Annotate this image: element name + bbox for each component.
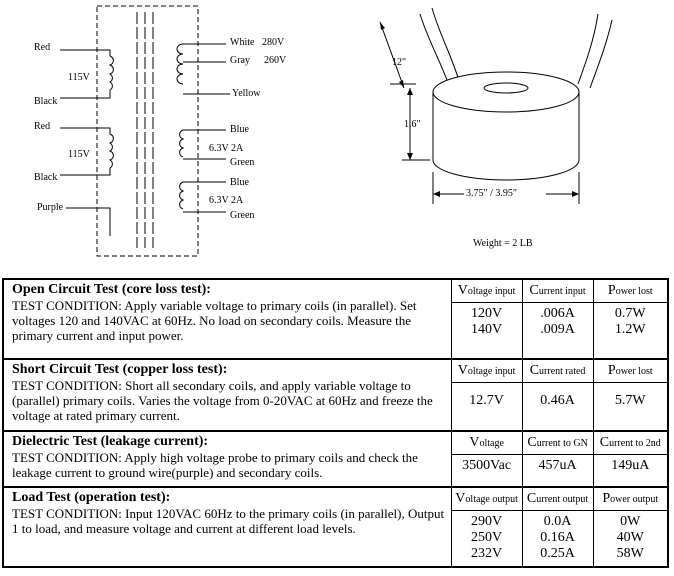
test-title: Dielectric Test (leakage current):	[12, 434, 209, 449]
column-cell	[451, 359, 522, 431]
test-results-table	[2, 278, 669, 568]
lead-white-voltage: 280V	[262, 37, 285, 48]
header-rest: oltage input	[467, 286, 516, 297]
value: 0.46A	[540, 393, 575, 408]
value: .006A	[540, 306, 575, 321]
value: 457uA	[538, 458, 577, 473]
lead-gray: Gray	[230, 55, 250, 66]
primary2-voltage: 115V	[68, 149, 90, 160]
lead-white: White	[230, 37, 255, 48]
weight-label: Weight = 2 LB	[473, 238, 533, 249]
value: 3500Vac	[462, 458, 512, 473]
column-cell	[451, 487, 522, 567]
value: 1.2W	[614, 322, 646, 337]
test-row-dielectric	[3, 431, 668, 487]
test-row-load	[3, 487, 668, 567]
test-title: Short Circuit Test (copper loss test):	[12, 362, 228, 377]
column-cell	[522, 431, 593, 487]
test-condition: TEST CONDITION: Input 120VAC 60Hz to the primary coils (in parallel), Output 1 to load, and measure voltage and current at different load levels.	[12, 506, 445, 536]
lead-green-2: Green	[230, 210, 255, 221]
secondary2-rating: 6.3V 2A	[209, 143, 244, 154]
header-cap: P	[607, 283, 616, 298]
column-cell	[522, 487, 593, 567]
test-description	[3, 431, 451, 487]
test-title: Load Test (operation test):	[12, 490, 171, 505]
lead-black-1: Black	[34, 96, 58, 107]
column-cell	[451, 279, 522, 359]
value: 0.0A	[543, 514, 572, 529]
header-rest: oltage	[479, 438, 504, 449]
value: 0.16A	[540, 530, 575, 545]
header-cap: C	[529, 283, 539, 298]
header-rest: oltage output	[465, 494, 518, 505]
value: 40W	[616, 530, 644, 545]
lead-red-2: Red	[34, 121, 51, 132]
value: 120V	[471, 306, 503, 321]
lead-red-1: Red	[34, 42, 51, 53]
column-cell	[593, 359, 668, 431]
value: 290V	[471, 514, 503, 529]
test-description	[3, 359, 451, 431]
lead-blue-2: Blue	[230, 177, 249, 188]
column-cell	[522, 279, 593, 359]
header-rest: urrent output	[536, 494, 589, 505]
header-cap: C	[529, 363, 540, 378]
lead-blue-1: Blue	[230, 124, 249, 135]
height-label: 1.6"	[404, 119, 421, 130]
test-condition: TEST CONDITION: Apply high voltage probe to primary coils and check the leakage current to ground wire(purple) and secondary coils.	[12, 450, 418, 480]
value: 0W	[620, 514, 641, 529]
header-rest: ower lost	[615, 286, 653, 297]
header-rest: urrent rated	[539, 366, 586, 377]
value: .009A	[540, 322, 575, 337]
lead-yellow: Yellow	[232, 88, 261, 99]
header-cap: C	[599, 435, 610, 450]
header-cap: V	[469, 435, 480, 450]
header-rest: urrent to GN	[536, 438, 588, 449]
column-cell	[522, 359, 593, 431]
column-cell	[593, 279, 668, 359]
header-cap: C	[526, 491, 537, 506]
primary1-voltage: 115V	[68, 72, 90, 83]
header-cap: V	[455, 491, 466, 506]
value: 232V	[471, 546, 503, 561]
test-row-short-circuit	[3, 359, 668, 431]
diameter-label: 3.75" / 3.95"	[466, 188, 517, 199]
header-cap: P	[607, 363, 616, 378]
value: 5.7W	[614, 393, 646, 408]
lead-green-1: Green	[230, 157, 255, 168]
header-cap: V	[457, 363, 468, 378]
header-rest: urrent input	[538, 286, 586, 297]
lead-black-2: Black	[34, 172, 58, 183]
test-description	[3, 279, 451, 359]
column-cell	[593, 487, 668, 567]
secondary3-rating: 6.3V 2A	[209, 195, 244, 206]
value: 12.7V	[469, 393, 504, 408]
test-condition: TEST CONDITION: Apply variable voltage to primary coils (in parallel). Set voltages 120 and 140VAC at 60Hz. No load on secondary coils. Measure the primary current and input power.	[12, 298, 417, 343]
value: 0.7W	[614, 306, 646, 321]
test-description	[3, 487, 451, 567]
lead-purple: Purple	[37, 202, 64, 213]
test-condition: TEST CONDITION: Short all secondary coils, and apply variable voltage to (parallel) primary coils. Varies the voltage from 0-20VAC at 60Hz and freeze the voltage at rated primary current.	[12, 378, 433, 423]
value: 58W	[616, 546, 644, 561]
header-cap: P	[602, 491, 611, 506]
value: 250V	[471, 530, 503, 545]
header-rest: oltage input	[467, 366, 516, 377]
header-cap: C	[527, 435, 537, 450]
header-rest: ower output	[610, 494, 659, 505]
value: 149uA	[611, 458, 650, 473]
header-rest: urrent to 2nd	[609, 438, 661, 449]
test-row-open-circuit	[3, 279, 668, 359]
value: 140V	[471, 322, 503, 337]
column-cell	[593, 431, 668, 487]
lead-length-label: 12"	[392, 57, 407, 68]
test-title: Open Circuit Test (core loss test):	[12, 282, 211, 297]
lead-gray-voltage: 260V	[264, 55, 287, 66]
column-cell	[451, 431, 522, 487]
header-rest: ower lost	[615, 366, 653, 377]
header-cap: V	[457, 283, 468, 298]
toroid-drawing	[360, 0, 674, 262]
value: 0.25A	[540, 546, 575, 561]
